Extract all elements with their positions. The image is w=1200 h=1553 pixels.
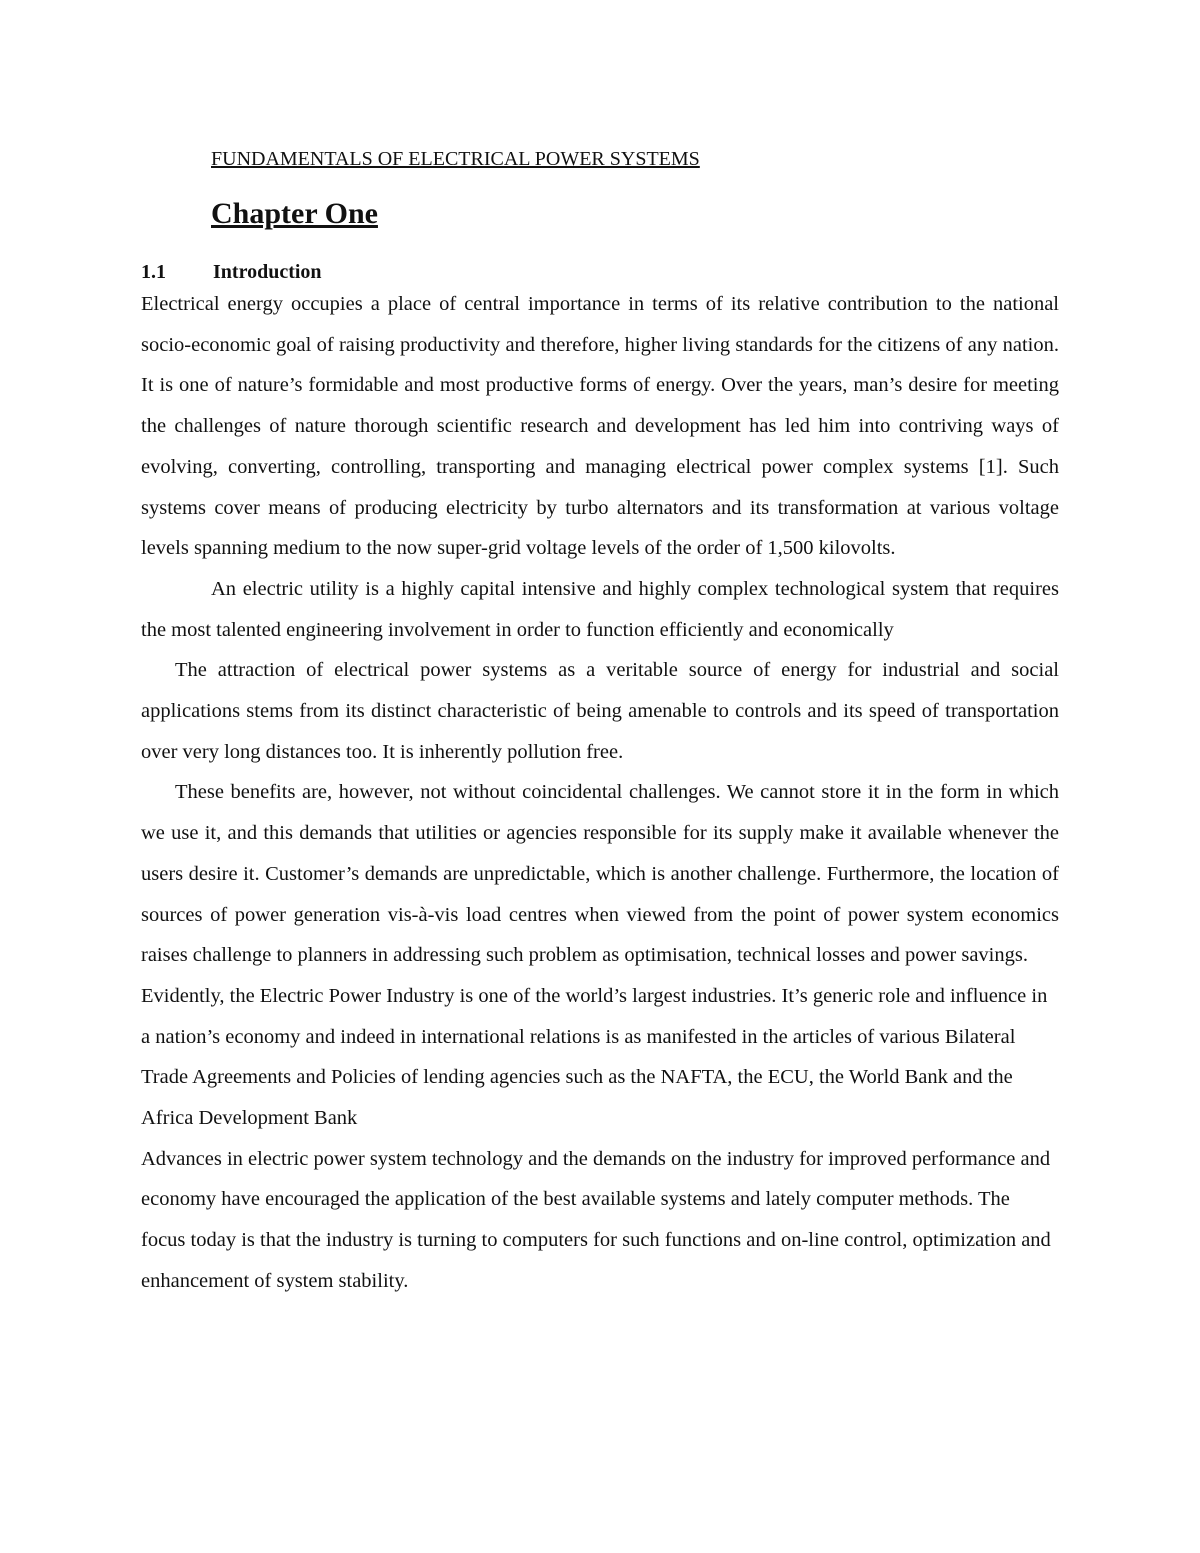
- paragraph-6: Advances in electric power system technology and the demands on the industry for improved performance and economy have encouraged the application of the best available systems and lately computer methods. The focus today is that the industry is turning to computers for such functions and on-line control, optimization and enhancement of system stability.: [141, 1147, 1051, 1292]
- section-title: Introduction: [213, 261, 322, 283]
- paragraph-2: An electric utility is a highly capital intensive and highly complex technological system that requires the most talented engineering involvement in order to function efficiently and economically: [141, 577, 1059, 641]
- paragraph-4: These benefits are, however, not without coincidental challenges. We cannot store it in the form in which we use it, and this demands that utilities or agencies responsible for its supply make it available whenever the users desire it. Customer’s demands are unpredictable, which is another challenge. Furthermore, the location of sources of power generation vis-à-vis load centres when viewed from the point of power system economics raises challenge to planners in addressing such problem as optimisation, technical losses and power savings.: [141, 781, 1059, 967]
- section-number: 1.1: [141, 261, 166, 283]
- document-title: FUNDAMENTALS OF ELECTRICAL POWER SYSTEMS: [211, 148, 700, 170]
- paragraph-1: Electrical energy occupies a place of central importance in terms of its relative contribution to the national socio-economic goal of raising productivity and therefore, higher living standards for the citizens of any nation. It is one of nature’s formidable and most productive forms of energy. Over the years, man’s desire for meeting the challenges of nature thorough scientific research and development has led him into contriving ways of evolving, converting, controlling, transporting and managing electrical power complex systems [1]. Such systems cover means of producing electricity by turbo alternators and its transformation at various voltage levels spanning medium to the now super-grid voltage levels of the order of 1,500 kilovolts.: [141, 293, 1059, 560]
- document-body: [141, 284, 1059, 1302]
- chapter-title: Chapter One: [211, 197, 378, 230]
- paragraph-3: The attraction of electrical power systems as a veritable source of energy for industrial and social applications stems from its distinct characteristic of being amenable to controls and its speed of transportation over very long distances too. It is inherently pollution free.: [141, 659, 1059, 763]
- paragraph-5: Evidently, the Electric Power Industry is one of the world’s largest industries. It’s generic role and influence in a nation’s economy and indeed in international relations is as manifested in the articles of various Bilateral Trade Agreements and Policies of lending agencies such as the NAFTA, the ECU, the World Bank and the Africa Development Bank: [141, 984, 1048, 1130]
- section-heading: [141, 261, 322, 284]
